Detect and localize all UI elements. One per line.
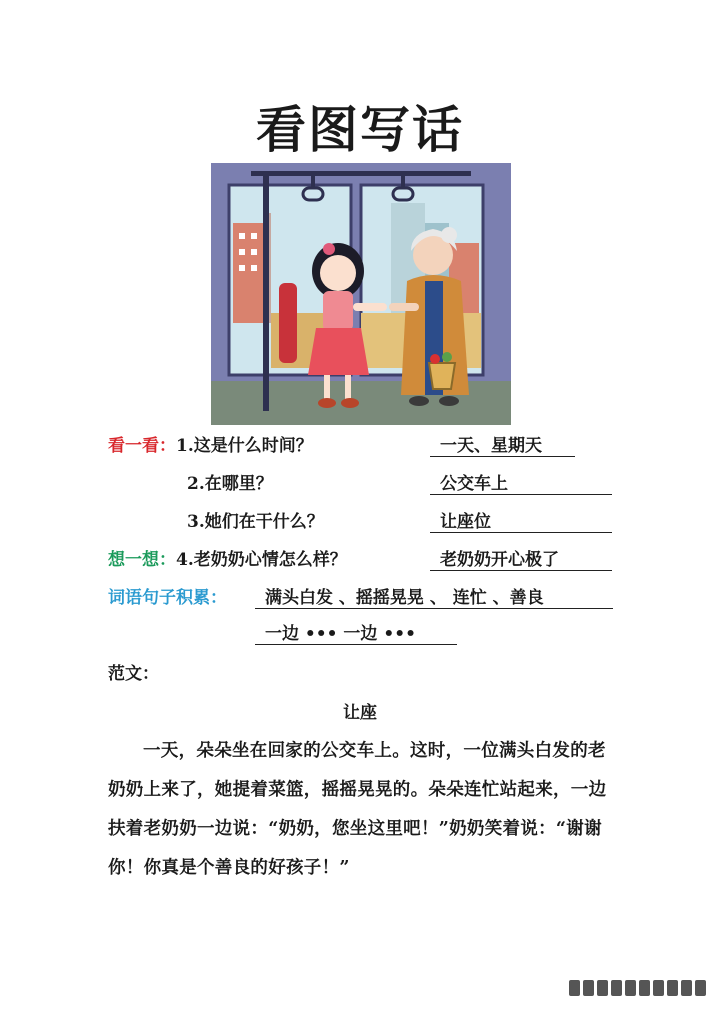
think-label: 想一想：: [108, 550, 176, 570]
look-label: 看一看：: [108, 436, 176, 456]
answer-3: 让座位: [440, 512, 491, 532]
answer-2: 公交车上: [440, 474, 508, 494]
answer-4-underline: [430, 570, 612, 571]
watermark-icon: [569, 980, 706, 996]
question-4: [108, 548, 347, 572]
page-title: 看图写话: [256, 101, 464, 159]
question-1-text: 1.这是什么时间？: [176, 436, 313, 456]
answer-1-underline: [430, 456, 575, 457]
essay-title: 让座: [343, 703, 377, 723]
question-3: 3.她们在干什么？: [187, 512, 324, 532]
answer-2-underline: [430, 494, 612, 495]
answer-3-underline: [430, 532, 612, 533]
vocab-line-2: 一边 ••• 一边 •••: [265, 624, 416, 644]
answer-4: 老奶奶开心极了: [440, 550, 559, 570]
vocab-line-1: 满头白发 、摇摇晃晃 、 连忙 、善良: [265, 588, 544, 608]
vocab-line-2-underline: [255, 644, 457, 645]
answer-1: 一天、星期天: [440, 436, 542, 456]
essay-body: [108, 732, 618, 888]
vocab-label: 词语句子积累：: [108, 588, 227, 608]
question-4-text: 4.老奶奶心情怎么样？: [176, 550, 347, 570]
vocab-line-1-underline: [255, 608, 613, 609]
question-1: [108, 434, 313, 458]
essay-paragraph: 一天，朵朵坐在回家的公交车上。这时，一位满头白发的老奶奶上来了，她提着菜篮，摇摇晃晃的。朵朵连忙站起来，一边扶着老奶奶一边说：“奶奶，您坐这里吧！”奶奶笑着说：“谢谢你！你真是个善良的好孩子！”: [108, 741, 607, 878]
bus-seat-illustration: [211, 163, 511, 425]
question-2: 2.在哪里？: [187, 474, 273, 494]
sample-label: 范文：: [108, 664, 159, 684]
